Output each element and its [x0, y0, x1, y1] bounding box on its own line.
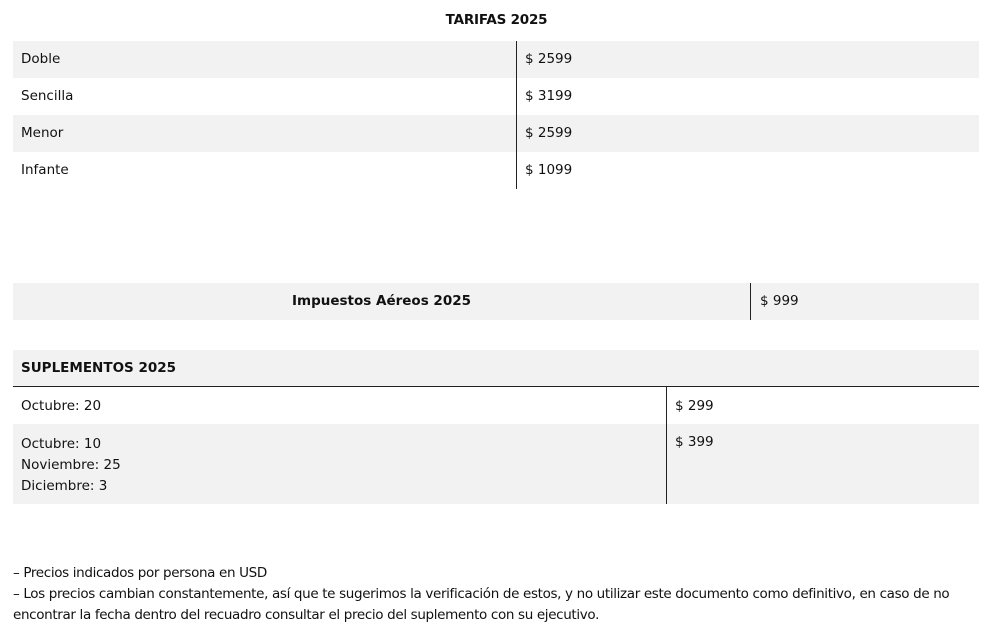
- column-divider: [750, 283, 751, 320]
- tarifas-title: TARIFAS 2025: [445, 12, 548, 28]
- impuestos-table: [13, 283, 979, 320]
- supplement-price: [675, 434, 714, 450]
- supplement-dates: [21, 398, 101, 414]
- supplement-dates: [21, 434, 121, 497]
- table-row: [13, 152, 979, 189]
- rate-price: $ 2599: [525, 125, 573, 141]
- table-row: [13, 115, 979, 152]
- notes: [13, 563, 983, 626]
- impuestos-price: $ 999: [760, 293, 799, 309]
- impuestos-label: Impuestos Aéreos 2025: [291, 293, 472, 309]
- column-divider: [516, 41, 517, 189]
- supplement-date: Octubre: 20: [21, 398, 102, 414]
- rate-label: Menor: [21, 125, 64, 141]
- supplement-date: Noviembre: 25: [21, 457, 121, 473]
- rate-price: $ 3199: [525, 88, 573, 104]
- supplement-price: [675, 398, 714, 414]
- supplement-price-value: $ 399: [675, 434, 714, 450]
- table-row: [13, 387, 979, 424]
- suplementos-title: SUPLEMENTOS 2025: [21, 360, 177, 376]
- tarifas-table: [13, 41, 979, 189]
- supplement-date: Diciembre: 3: [21, 478, 108, 494]
- suplementos-table: [13, 350, 979, 504]
- table-row: [13, 424, 979, 504]
- suplementos-header: [13, 350, 979, 387]
- rate-price: $ 2599: [525, 51, 573, 67]
- column-divider: [666, 387, 667, 504]
- supplement-date: Octubre: 10: [21, 436, 102, 452]
- rate-label: Doble: [21, 51, 61, 67]
- table-row: [13, 78, 979, 115]
- rate-price: $ 1099: [525, 162, 573, 178]
- supplement-price-value: $ 299: [675, 398, 714, 414]
- rate-label: Sencilla: [21, 88, 74, 104]
- note-line: – Precios indicados por persona en USD: [13, 565, 267, 581]
- note-line: – Los precios cambian constantemente, así que te sugerimos la verificación de estos, y no utilizar este documento como definitivo, en caso de no encontrar la fecha dentro del recuadro consultar el precio del suplemento con su ejecutivo.: [13, 586, 950, 623]
- rate-label: Infante: [21, 162, 69, 178]
- table-row: [13, 41, 979, 78]
